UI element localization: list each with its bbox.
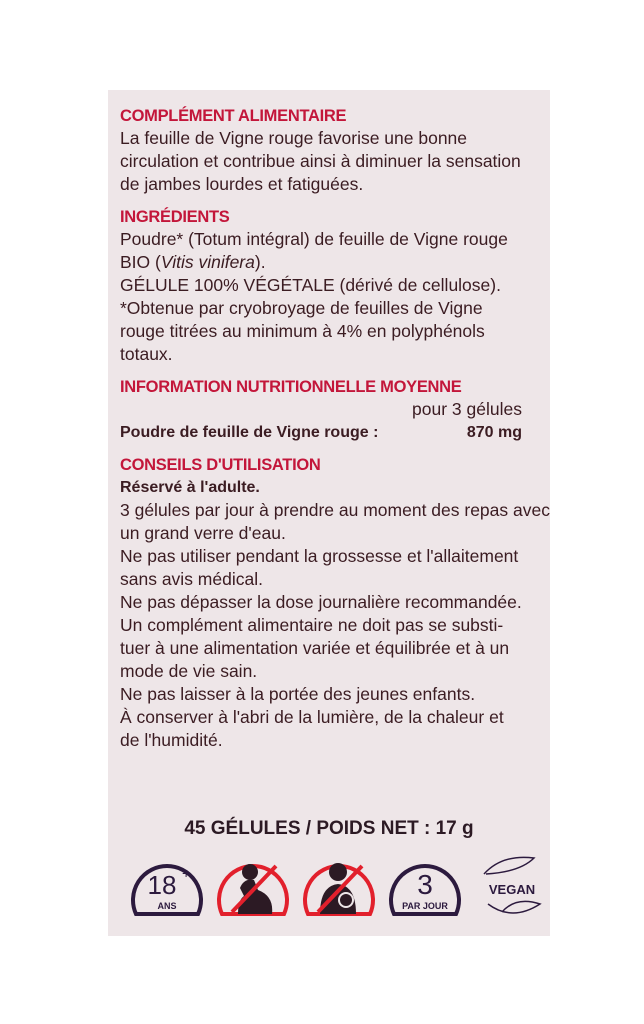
usage-intro: Réservé à l'adulte. bbox=[120, 479, 260, 496]
text-line: Poudre* (Totum intégral) de feuille de Vigne rouge bbox=[120, 229, 508, 249]
adults-only-icon bbox=[128, 852, 206, 924]
portion-label: pour 3 gélules bbox=[412, 399, 522, 419]
text-line: de jambes lourdes et fatiguées. bbox=[120, 174, 364, 194]
text-line: circulation et contribue ainsi à diminuer la sensation bbox=[120, 151, 521, 171]
dose-unit: PAR JOUR bbox=[402, 901, 448, 911]
heading-nutrition: INFORMATION NUTRITIONNELLE MOYENNE bbox=[120, 378, 462, 396]
text-line bbox=[120, 251, 540, 274]
heading-usage: CONSEILS D'UTILISATION bbox=[120, 456, 321, 474]
no-pregnant-icon bbox=[214, 852, 292, 924]
three-per-day-icon bbox=[386, 852, 464, 924]
heading-complement: COMPLÉMENT ALIMENTAIRE bbox=[120, 107, 347, 125]
text-line: Un complément alimentaire ne doit pas se substi- bbox=[120, 615, 504, 635]
section-nutrition bbox=[120, 376, 540, 444]
text-line: tuer à une alimentation variée et équilibrée et à un bbox=[120, 638, 510, 658]
text-line: La feuille de Vigne rouge favorise une bonne bbox=[120, 128, 468, 148]
age-number: 18 bbox=[147, 870, 177, 900]
vegan-label: VEGAN bbox=[488, 882, 536, 897]
heading-ingredients: INGRÉDIENTS bbox=[120, 208, 230, 226]
text-line: un grand verre d'eau. bbox=[120, 523, 286, 543]
text-line: À conserver à l'abri de la lumière, de la chaleur et bbox=[120, 707, 504, 727]
section-ingredients bbox=[120, 206, 540, 366]
no-breastfeeding-icon bbox=[300, 852, 378, 924]
text-line: Ne pas dépasser la dose journalière recommandée. bbox=[120, 592, 522, 612]
vegan-icon bbox=[472, 852, 550, 924]
text-line: sans avis médical. bbox=[120, 569, 263, 589]
text-part: ). bbox=[254, 252, 266, 272]
latin-name: Vitis vinifera bbox=[160, 252, 255, 272]
nutrition-row bbox=[120, 421, 540, 444]
nutrition-value: 870 mg bbox=[466, 424, 522, 441]
text-line: rouge titrées au minimum à 4% en polyphénols bbox=[120, 321, 485, 341]
nutrition-item: Poudre de feuille de Vigne rouge : bbox=[120, 424, 379, 441]
text-line: mode de vie sain. bbox=[120, 661, 258, 681]
product-label bbox=[108, 90, 550, 936]
age-plus: + bbox=[182, 865, 191, 881]
pictogram-row bbox=[128, 852, 550, 924]
text-line: GÉLULE 100% VÉGÉTALE (dérivé de cellulose). bbox=[120, 275, 501, 295]
text-line: *Obtenue par cryobroyage de feuilles de Vigne bbox=[120, 298, 483, 318]
age-unit: ANS bbox=[157, 901, 177, 911]
dose-number: 3 bbox=[417, 869, 433, 900]
text-line: de l'humidité. bbox=[120, 730, 223, 750]
net-weight: 45 GÉLULES / POIDS NET : 17 g bbox=[184, 818, 474, 839]
text-line: 3 gélules par jour à prendre au moment des repas avec bbox=[120, 500, 550, 520]
text-line: Ne pas laisser à la portée des jeunes enfants. bbox=[120, 684, 476, 704]
text-line: Ne pas utiliser pendant la grossesse et l'allaitement bbox=[120, 546, 519, 566]
section-usage bbox=[120, 454, 550, 752]
text-line: totaux. bbox=[120, 344, 173, 364]
text-part: BIO ( bbox=[120, 252, 161, 272]
section-complement bbox=[120, 105, 540, 196]
